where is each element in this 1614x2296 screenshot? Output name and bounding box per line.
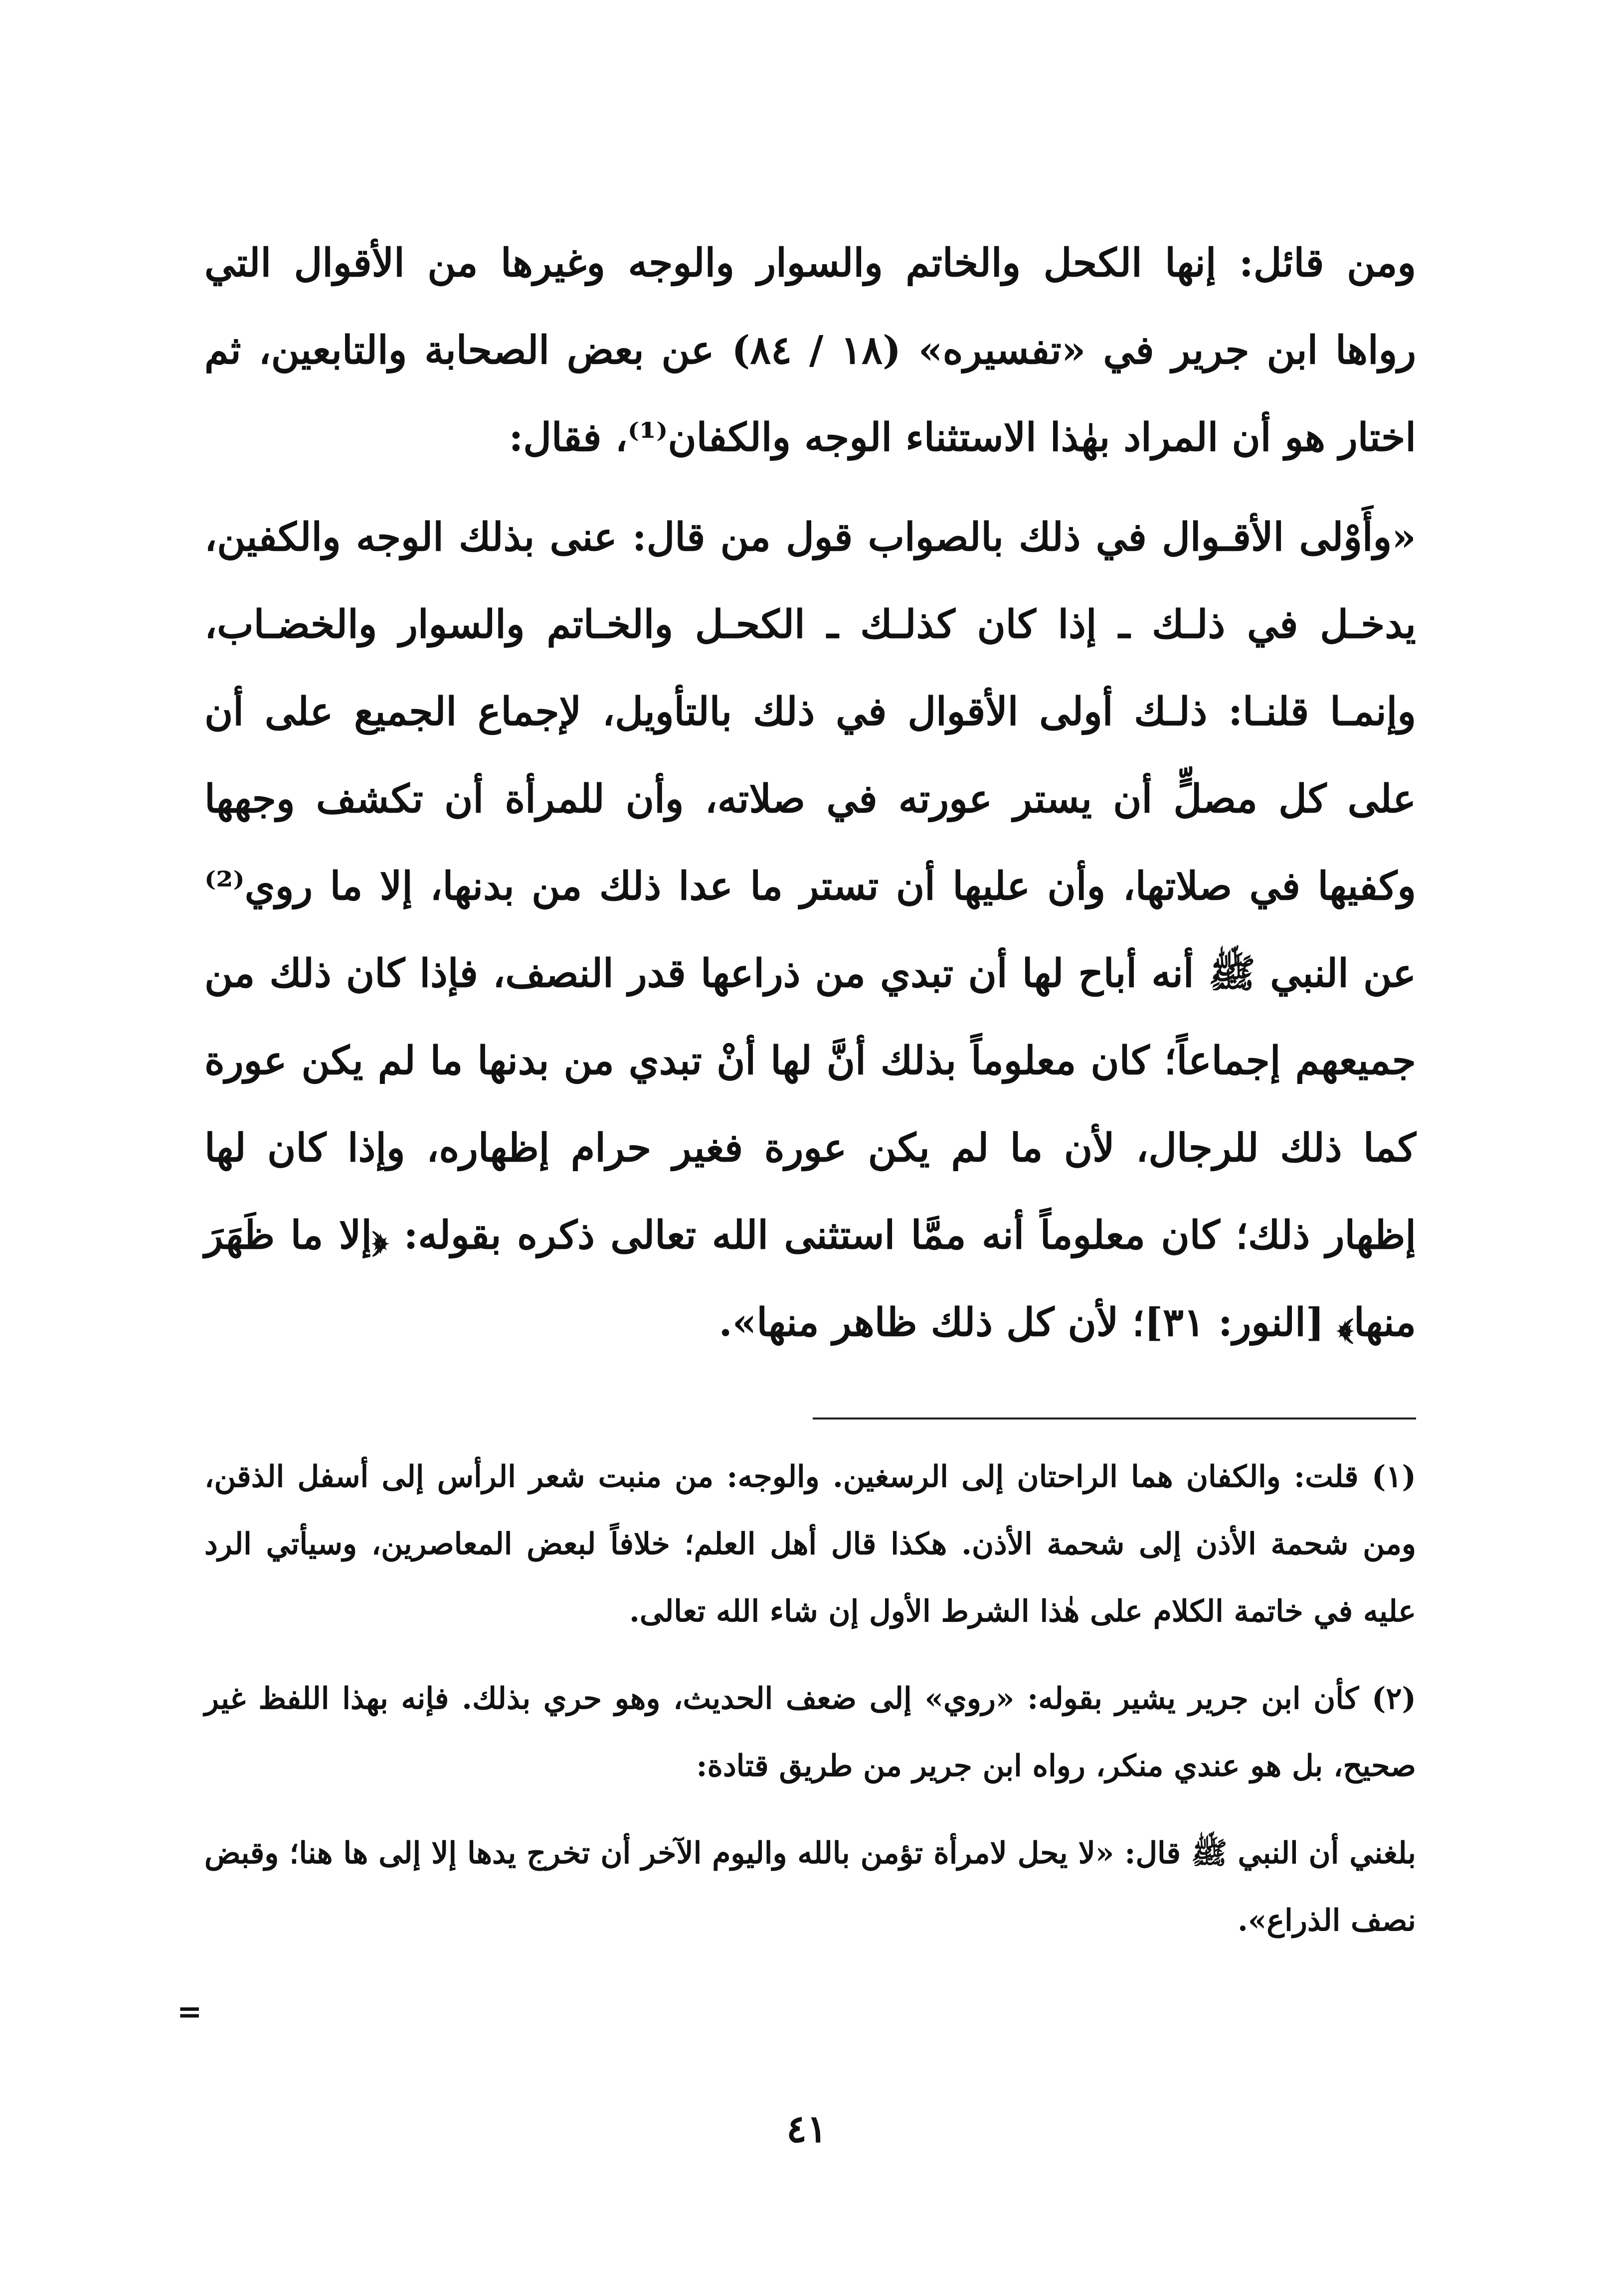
footnote-2: (٢) كأن ابن جرير يشير بقوله: «روي» إلى ضعف الحديث، وهو حري بذلك. فإنه بهذا اللفظ غير صحيح، بل هو عندي منكر، رواه ابن جرير من طريق قتادة: [204,1681,1416,1783]
page-number: ٤١ [786,2107,827,2151]
footnote-1: (١) قلت: والكفان هما الراحتان إلى الرسغين. والوجه: من منبت شعر الرأس إلى أسفل الذقن، ومن شحمة الأذن إلى شحمة الأذن. هكذا قال أهل العلم؛ خلافاً لبعض المعاصرين، وسيأتي الرد عليه في خاتمة الكلام على هٰذا الشرط الأول إن شاء الله تعالى. [204,1459,1416,1629]
main-paragraph-quote: «وأَوْلى الأقـوال في ذلك بالصواب قول من قال: عنى بذلك الوجه والكفين، يدخـل في ذلـك ـ إذا كان كذلـك ـ الكحـل والخـاتم والسوار والخضـاب، وإنمـا قلنـا: ذلـك أولى الأقوال في ذلك بالتأويل، لإجماع الجميع على أن على كل مصلٍّ أن يستر عورته في صلاته، وأن للمرأة أن تكشف وجهها وكفيها في صلاتها، وأن عليها أن تستر ما عدا ذلك من بدنها، إلا ما روي⁽²⁾ عن النبي ﷺ أنه أباح لها أن تبدي من ذراعها قدر النصف، فإذا كان ذلك من جميعهم إجماعاً؛ كان معلوماً بذلك أنَّ لها أنْ تبدي من بدنها ما لم يكن عورة كما ذلك للرجال، لأن ما لم يكن عورة فغير حرام إظهاره، وإذا كان لها إظهار ذلك؛ كان معلوماً أنه ممَّا استثنى الله تعالى ذكره بقوله: ﴿إلا ما ظَهَرَ منها﴾ [النور: ٣١]؛ لأن كل ذلك ظاهر منها». [204,515,1416,1345]
main-paragraph-intro: ومن قائل: إنها الكحل والخاتم والسوار والوجه وغيرها من الأقوال التي رواها ابن جرير في «تفسيره» (١٨ / ٨٤) عن بعض الصحابة والتابعين، ثم اختار هو أن المراد بهٰذا الاستثناء الوجه والكفان⁽¹⁾، فقال: [204,240,1416,460]
footnotes-block [204,1443,1416,1974]
footnote-2-quote: بلغني أن النبي ﷺ قال: «لا يحل لامرأة تؤمن بالله واليوم الآخر أن تخرج يدها إلا إلى ها هنا؛ وقبض نصف الذراع». [204,1836,1416,1938]
footnote-separator [813,1417,1416,1419]
continuation-mark: = [177,1994,202,2029]
main-text-block [204,219,1416,1366]
